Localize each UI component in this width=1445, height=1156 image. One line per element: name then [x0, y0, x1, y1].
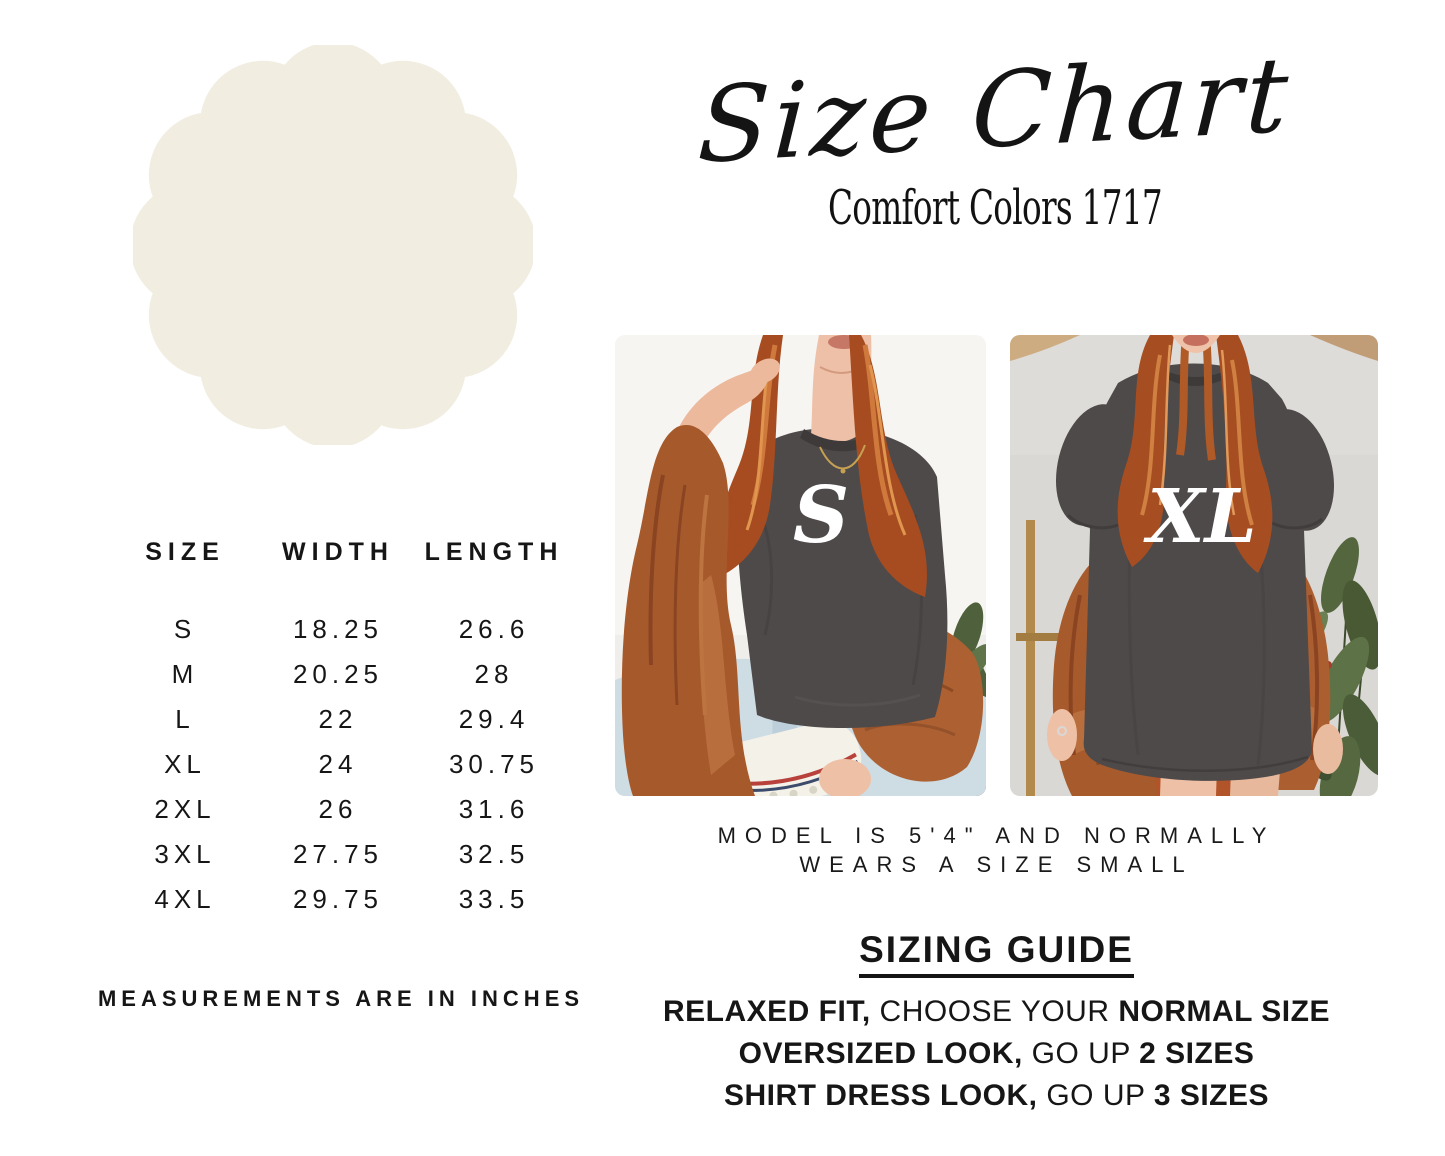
sizing-guide [615, 929, 1378, 1117]
column-header-length: LENGTH [424, 538, 564, 566]
column-header-size: SIZE [145, 538, 225, 566]
oversized-charcoal-tee [1044, 364, 1346, 781]
measurements-footnote: MEASUREMENTS ARE IN INCHES [97, 986, 585, 1011]
cell-size: M [171, 659, 199, 689]
photo-model-size-xl [1010, 335, 1378, 796]
table-row [110, 652, 572, 697]
table-row [110, 877, 572, 922]
cell-size: 4XL [154, 884, 216, 914]
cell-width: 20.25 [292, 659, 384, 689]
cell-size: XL [164, 749, 206, 779]
model-caption-line1: MODEL IS 5'4" AND NORMALLY [717, 823, 1276, 848]
shirt-size-letter-s: S [792, 470, 850, 561]
cell-width: 27.75 [292, 839, 384, 869]
cell-width: 26 [318, 794, 358, 824]
column-header-width: WIDTH [282, 538, 394, 566]
sizing-guide-lines [615, 991, 1378, 1117]
model-size-s-illustration [615, 335, 986, 796]
model-caption [615, 821, 1378, 879]
cell-size: 3XL [154, 839, 216, 869]
title-block [610, 33, 1380, 237]
cell-width: 22 [318, 704, 358, 734]
page-title: Size Chart [695, 33, 1295, 187]
cell-length: 32.5 [458, 839, 530, 869]
table-row [110, 787, 572, 832]
cell-length: 26.6 [458, 614, 530, 644]
cell-width: 18.25 [292, 614, 384, 644]
table-row [110, 742, 572, 787]
cell-width: 24 [318, 749, 358, 779]
table-row [110, 832, 572, 877]
table-row [110, 607, 572, 652]
size-table [110, 538, 572, 922]
guide-line-shirt-dress-look: SHIRT DRESS LOOK, GO UP 3 SIZES [723, 1079, 1270, 1112]
model-size-xl-illustration [1010, 335, 1378, 796]
cell-length: 33.5 [458, 884, 530, 914]
size-table-header [110, 538, 572, 567]
cell-size: S [173, 614, 197, 644]
photo-model-size-s [615, 335, 986, 796]
cell-size: L [175, 704, 195, 734]
table-row [110, 697, 572, 742]
cell-size: 2XL [154, 794, 216, 824]
model-caption-line2: WEARS A SIZE SMALL [799, 852, 1194, 877]
guide-line-oversized-look: OVERSIZED LOOK, GO UP 2 SIZES [738, 1037, 1255, 1070]
cell-length: 29.4 [458, 704, 530, 734]
cell-width: 29.75 [292, 884, 384, 914]
shirt-size-letter-xl: XL [1147, 474, 1257, 560]
guide-line-relaxed-fit: RELAXED FIT, CHOOSE YOUR NORMAL SIZE [663, 995, 1330, 1028]
cell-length: 28 [474, 659, 514, 689]
size-table-rows [110, 607, 572, 922]
scallop-shape [133, 45, 533, 445]
cell-length: 31.6 [458, 794, 530, 824]
page-subtitle: Comfort Colors 1717 [827, 180, 1162, 237]
sizing-guide-heading: SIZING GUIDE [859, 929, 1134, 978]
cell-length: 30.75 [448, 749, 540, 779]
